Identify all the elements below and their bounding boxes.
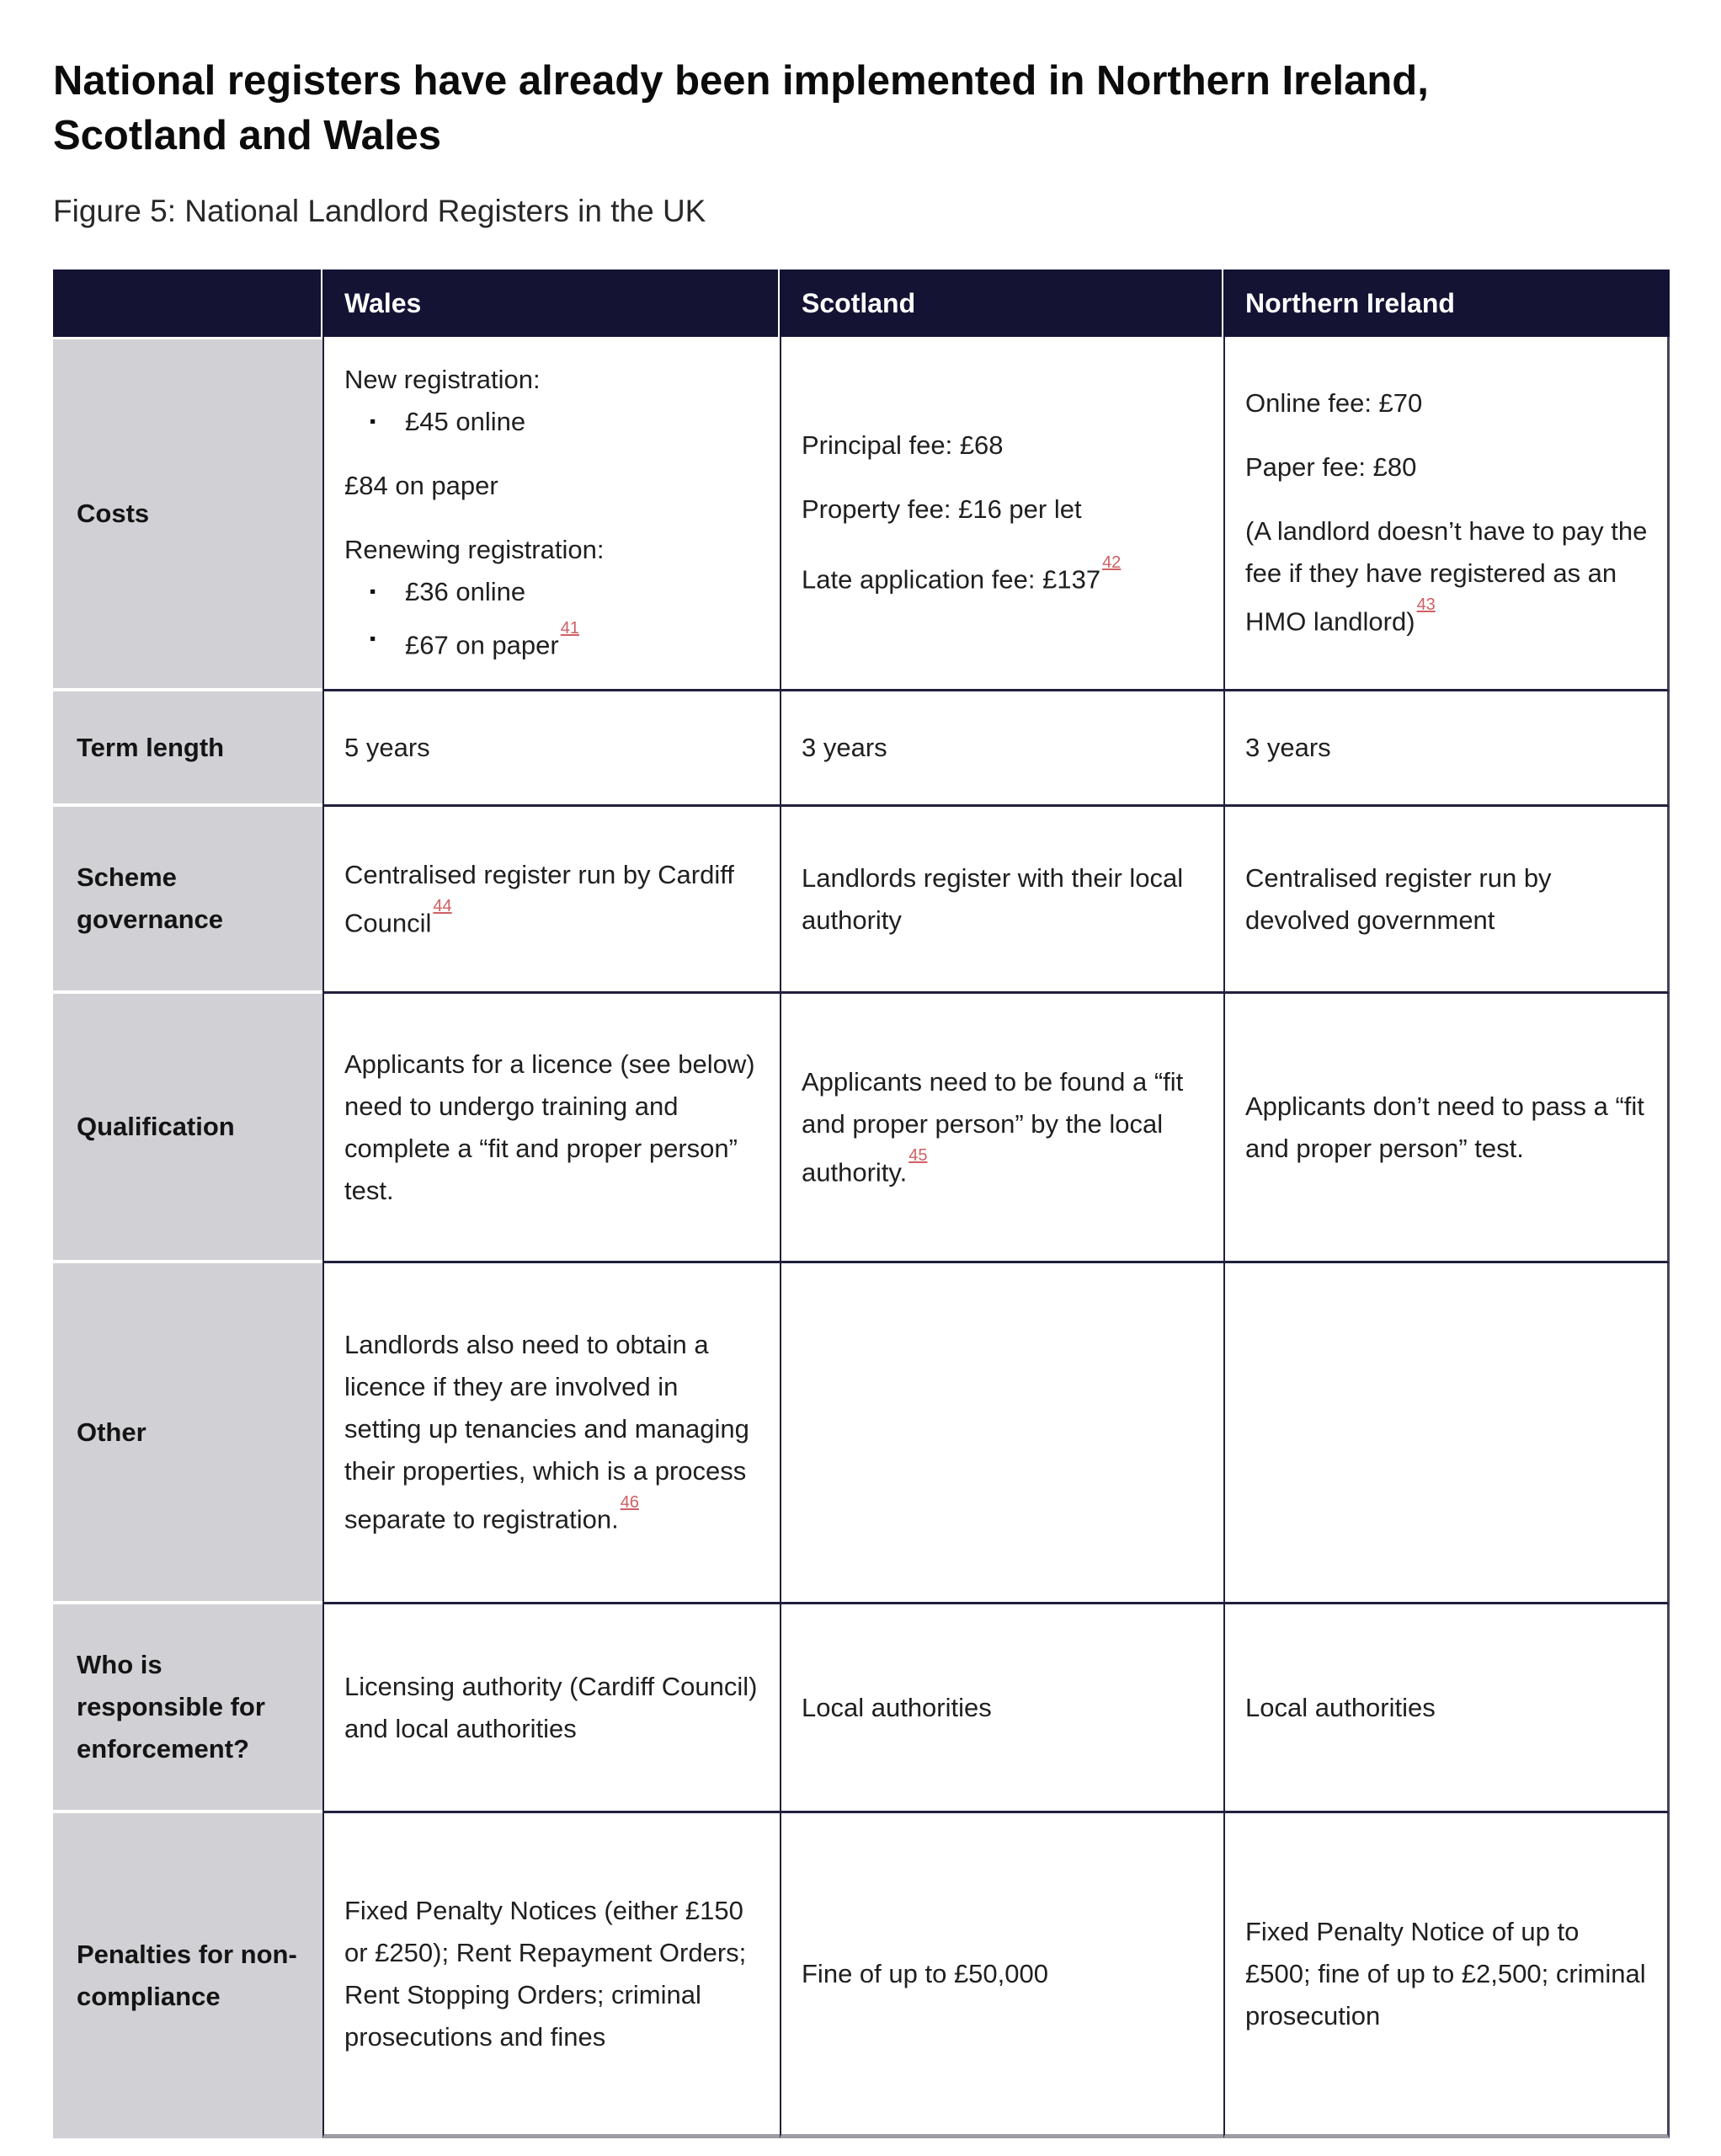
footnote-ref-42[interactable]: 42 bbox=[1102, 553, 1122, 573]
costs-wales-paper: £84 on paper bbox=[344, 471, 498, 501]
costs-scotland-property-fee: Property fee: £16 per let bbox=[802, 494, 1082, 525]
cell-term-northern-ireland: 3 years bbox=[1223, 691, 1670, 807]
table-header-empty bbox=[53, 270, 322, 337]
cell-term-scotland: 3 years bbox=[780, 691, 1223, 807]
footnote-ref-46[interactable]: 46 bbox=[620, 1493, 639, 1513]
page-title: National registers have already been implemented in Northern Ireland, Scotland and Wales bbox=[53, 58, 1429, 158]
costs-ni-online-fee: Online fee: £70 bbox=[1245, 388, 1423, 419]
table-header-scotland: Scotland bbox=[780, 270, 1223, 337]
cell-penalties-scotland: Fine of up to £50,000 bbox=[780, 1813, 1223, 2138]
footnote-ref-45[interactable]: 45 bbox=[908, 1145, 928, 1165]
row-label-term-length: Term length bbox=[53, 691, 322, 807]
cell-costs-northern-ireland bbox=[1223, 337, 1670, 691]
cell-scheme-wales: Centralised register run by Cardiff Council$^{44}$ bbox=[322, 807, 780, 994]
cell-qualification-wales: Applicants for a licence (see below) need to undergo training and complete a “fit and proper person” test. bbox=[322, 994, 780, 1263]
table-header-wales: Wales bbox=[322, 270, 780, 337]
cell-enforcement-wales: Licensing authority (Cardiff Council) and local authorities bbox=[322, 1604, 780, 1813]
costs-scotland-late-fee: Late application fee: £137$^{42}$ bbox=[802, 553, 1122, 595]
cell-scheme-scotland: Landlords register with their local authority bbox=[780, 807, 1223, 994]
costs-wales-bullet-online: ▪ £45 online bbox=[344, 401, 761, 443]
cell-qualification-northern-ireland: Applicants don’t need to pass a “fit and proper person” test. bbox=[1223, 994, 1670, 1263]
bullet-icon: ▪ bbox=[370, 629, 376, 649]
figure-caption: Figure 5: National Landlord Registers in the UK bbox=[53, 194, 706, 228]
row-label-other: Other bbox=[53, 1263, 322, 1604]
cell-penalties-northern-ireland: Fixed Penalty Notice of up to £500; fine of up to £2,500; criminal prosecution bbox=[1223, 1813, 1670, 2138]
cell-scheme-northern-ireland: Centralised register run by devolved government bbox=[1223, 807, 1670, 994]
footnote-ref-41[interactable]: 41 bbox=[560, 619, 579, 638]
costs-wales-renewing: Renewing registration: bbox=[344, 535, 605, 565]
cell-other-wales: Landlords also need to obtain a licence if they are involved in setting up tenancies and managing their properties, which is a process separate to registration.$^{46}$ bbox=[322, 1263, 780, 1604]
row-label-penalties: Penalties for non-compliance bbox=[53, 1813, 322, 2138]
costs-wales-bullet-renew-online: ▪ £36 online bbox=[344, 571, 761, 613]
row-label-scheme-governance: Scheme governance bbox=[53, 807, 322, 994]
footnote-ref-44[interactable]: 44 bbox=[433, 896, 452, 915]
footnote-ref-43[interactable]: 43 bbox=[1416, 595, 1436, 615]
row-label-enforcement: Who is responsible for enforcement? bbox=[53, 1604, 322, 1813]
costs-ni-paper-fee: Paper fee: £80 bbox=[1245, 452, 1417, 483]
cell-enforcement-northern-ireland: Local authorities bbox=[1223, 1604, 1670, 1813]
row-label-qualification: Qualification bbox=[53, 994, 322, 1263]
cell-other-scotland-empty bbox=[780, 1263, 1223, 1604]
landlord-registers-table bbox=[53, 270, 1670, 2138]
cell-costs-wales bbox=[322, 337, 780, 691]
table-header-northern-ireland: Northern Ireland bbox=[1223, 270, 1670, 337]
cell-costs-scotland bbox=[780, 337, 1223, 691]
cell-other-northern-ireland-empty bbox=[1223, 1263, 1670, 1604]
bullet-icon: ▪ bbox=[370, 582, 376, 602]
costs-ni-hmo-note: (A landlord doesn’t have to pay the fee if they have registered as an HMO landlord)$^{43}$ bbox=[1245, 516, 1648, 637]
cell-qualification-scotland: Applicants need to be found a “fit and proper person” by the local authority.$^{45}$ bbox=[780, 994, 1223, 1263]
costs-scotland-principal-fee: Principal fee: £68 bbox=[802, 430, 1004, 461]
costs-wales-bullet-renew-paper: ▪ £67 on paper$^{41}$ bbox=[344, 618, 761, 666]
bullet-icon: ▪ bbox=[370, 412, 376, 432]
cell-enforcement-scotland: Local authorities bbox=[780, 1604, 1223, 1813]
row-label-costs: Costs bbox=[53, 337, 322, 691]
cell-term-wales: 5 years bbox=[322, 691, 780, 807]
costs-wales-new-registration: New registration: bbox=[344, 365, 541, 395]
cell-penalties-wales: Fixed Penalty Notices (either £150 or £250); Rent Repayment Orders; Rent Stopping Orders; criminal prosecutions and fines bbox=[322, 1813, 780, 2138]
